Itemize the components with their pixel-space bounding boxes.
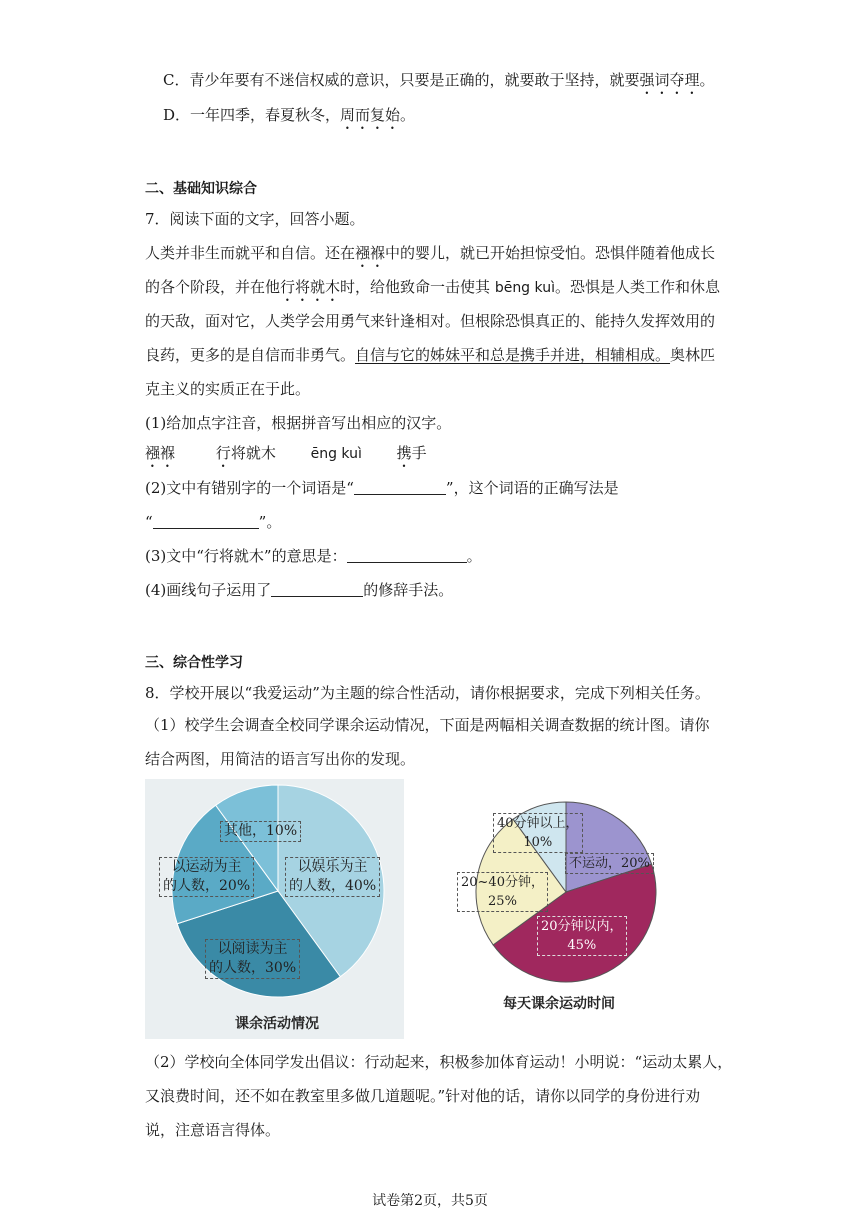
- answer-blank[interactable]: [153, 513, 259, 529]
- option-d-dotted: 周而复始: [340, 106, 401, 124]
- q4-text: 的修辞手法。: [363, 581, 454, 599]
- item-xie-dotted: 携: [396, 444, 412, 462]
- label-20to40: 20~40分钟， 25%: [457, 872, 548, 912]
- passage-line-2: [145, 277, 720, 305]
- q7-sub3: [145, 546, 482, 566]
- passage-text: 人类并非生而就平和自信。还在: [145, 244, 356, 262]
- item-xing-dotted: 行: [215, 444, 231, 462]
- answer-blank[interactable]: [271, 581, 363, 597]
- section2-heading: 二、基础知识综合: [145, 181, 257, 197]
- q7-sub1: (1)给加点字注音，根据拼音写出相应的汉字。: [145, 414, 452, 432]
- chart-title-activities: 课余活动情况: [235, 1016, 319, 1032]
- option-d-text: D．一年四季，春夏秋冬，: [163, 106, 341, 124]
- q2-text: (2)文中有错别字的一个词语是“: [145, 479, 354, 497]
- passage-line-4: [145, 345, 715, 365]
- q3-text: 。: [466, 547, 482, 565]
- q8-sub2-line1: （2）学校向全体同学发出倡议：行动起来，积极参加体育运动！小明说：“运动太累人，: [145, 1053, 733, 1071]
- option-d: [163, 105, 415, 133]
- label-reading: 以阅读为主 的人数，30%: [205, 939, 300, 979]
- q7-sub1-items: [145, 443, 427, 471]
- option-c-text: C．青少年要有不迷信权威的意识，只要是正确的，就要敢于坚持，就要: [163, 71, 640, 89]
- q8-sub2-line2: 又浪费时间，还不如在教室里多做几道题呢。”针对他的话，请你以同学的身份进行劝: [145, 1087, 701, 1105]
- item-xingjiangjiumu: 将就木: [230, 444, 276, 462]
- passage-dotted: 行将就木: [280, 278, 341, 296]
- label-over40: 40分钟以上， 10%: [493, 813, 583, 853]
- q3-text: (3)文中“行将就木”的意思是：: [145, 547, 347, 565]
- option-c-end: 。: [699, 71, 715, 89]
- q2-text: ”，这个词语的正确写法是: [445, 479, 619, 497]
- q8-sub1-line2: 结合两图，用简洁的语言写出你的发现。: [145, 750, 416, 768]
- label-none: 不运动，20%: [565, 853, 654, 874]
- answer-blank[interactable]: [347, 547, 467, 563]
- q8-sub2-line3: 说，注意语言得体。: [145, 1121, 281, 1139]
- label-under20: 20分钟以内， 45%: [537, 916, 627, 956]
- label-sport: 以运动为主 的人数，20%: [159, 857, 254, 897]
- pie-chart-activities: [145, 779, 404, 1039]
- q7-sub2: [145, 478, 619, 498]
- passage-line-3: 的天敌，面对它，人类学会用勇气来针逢相对。但根除恐惧真正的、能持久发挥效用的: [145, 312, 716, 330]
- option-d-end: 。: [400, 106, 416, 124]
- chart-title-exercise-time: 每天课余运动时间: [503, 996, 615, 1012]
- item-xieshou: 手: [411, 444, 427, 462]
- passage-text: 中的婴儿，就已开始担惊受怕。恐惧伴随着他成长: [385, 244, 716, 262]
- answer-blank[interactable]: [354, 479, 446, 495]
- passage-line-1: [145, 243, 715, 271]
- passage-text: 良药，更多的是自信而非勇气。: [145, 346, 356, 364]
- passage-text: 时，给他致命一击使其: [340, 278, 495, 296]
- passage-line-5: 克主义的实质正在于此。: [145, 380, 311, 398]
- chart-exercise-time: [445, 800, 675, 1022]
- passage-dotted: 襁褓: [355, 244, 386, 262]
- item-pinyin: ēng kuì: [310, 446, 362, 462]
- page-footer: 试卷第2页，共5页: [372, 1193, 488, 1209]
- passage-text: 的各个阶段，并在他: [145, 278, 281, 296]
- q8-sub1-line1: （1）校学生会调查全校同学课余运动情况，下面是两幅相关调查数据的统计图。请你: [145, 716, 710, 734]
- chart-activities: [145, 779, 404, 1039]
- q4-text: (4)画线句子运用了: [145, 581, 272, 599]
- item-qiangbao: 襁褓: [145, 444, 176, 462]
- label-other: 其他，10%: [220, 821, 301, 842]
- q7-stem: 7．阅读下面的文字，回答小题。: [145, 210, 365, 228]
- q7-sub2-line2: [145, 512, 281, 532]
- passage-pinyin: bēng kuì: [494, 280, 555, 296]
- q7-sub4: [145, 580, 453, 600]
- q8-stem: 8．学校开展以“我爱运动”为主题的综合性活动，请你根据要求，完成下列相关任务。: [145, 684, 710, 702]
- section3-heading: 三、综合性学习: [145, 655, 243, 671]
- q2-text: ”。: [258, 513, 282, 531]
- label-entertainment: 以娱乐为主 的人数，40%: [285, 857, 380, 897]
- passage-text: 。恐惧是人类工作和休息: [554, 278, 720, 296]
- q2-text: “: [145, 513, 153, 531]
- passage-text: 奥林匹: [670, 346, 716, 364]
- option-c: [163, 70, 715, 98]
- passage-underlined-sentence: 自信与它的姊妹平和总是携手并进，相辅相成。: [355, 346, 671, 364]
- option-c-dotted: 强词夺理: [639, 71, 700, 89]
